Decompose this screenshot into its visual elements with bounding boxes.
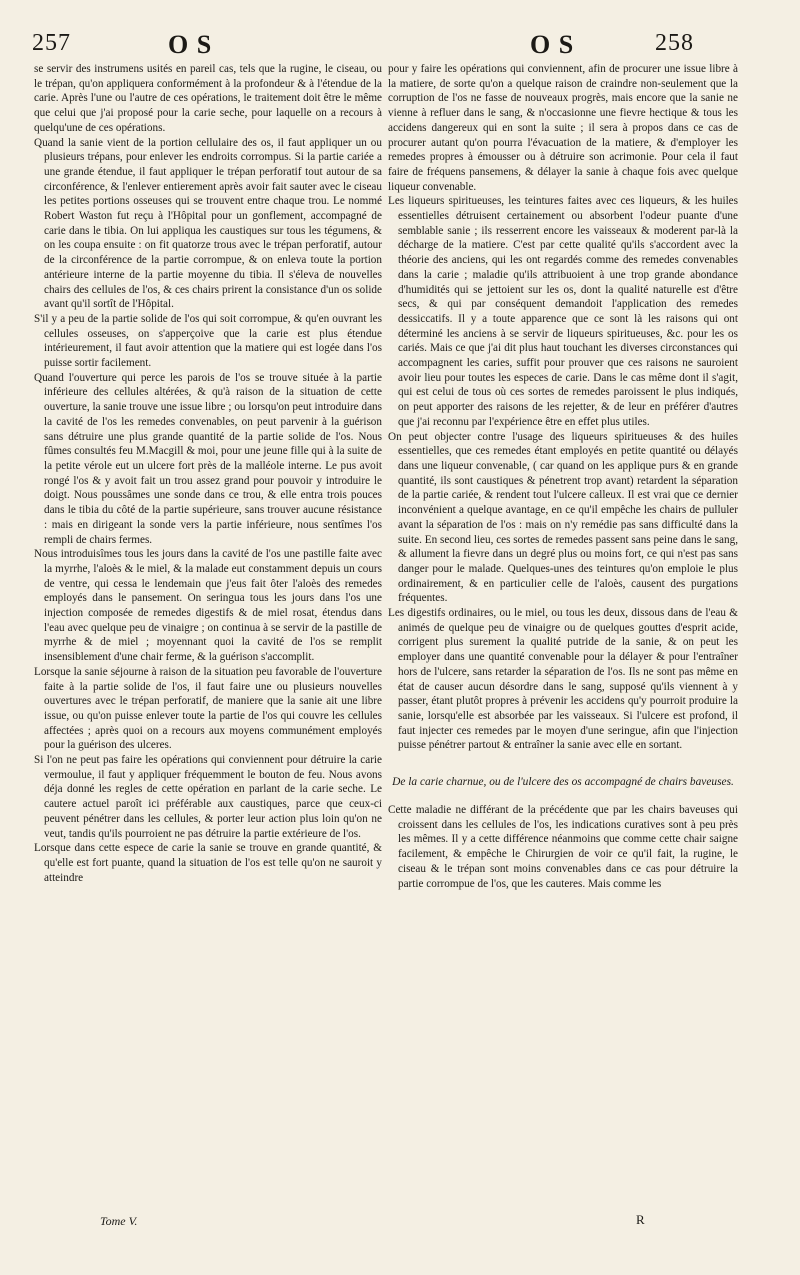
paragraph: Les digestifs ordinaires, ou le miel, ou tous les deux, dissous dans de l'eau & animés de quelque peu de vinaigre ou de quelques gouttes d'esprit acide, corrigent plus surement la qualité putride de la sanie, & on peut les employer dans une quantité convenable pour la délayer & pour l'entraîner hors de l'ulcere, sans retarder la séparation de l'os. Ils ne sont pas même en état de causer aucun désordre dans le sang, supposé qu'ils viennent à y passer, étant plutôt propres à prévenir les accidens qu'y pourroit produire la sanie, lorsqu'elle est absorbée par les vaisseaux. Si l'ulcere est profond, il faut injecter ces remedes par le moyen d'une seringue, afin que l'injection puisse pénétrer partout & entraîner la sanie avec elle en sortant. [388, 607, 738, 752]
paragraph: Les liqueurs spiritueuses, les teintures faites avec ces liqueurs, & les huiles essentielles détruisent certainement ou absorbent l'odeur puante d'une semblable sanie ; ils resserrent encore les vaisseaux & moderent par-là la décharge de la matiere. C'est par cette qualité qu'ils s'accordent avec la théorie des anciens, qui les ont regardés comme des remedes convenables dans la carie ; maladie qu'ils attribuoient à une trop grande abondance d'humidités qui se jettoient sur les os, dont la qualité naturelle est d'être secs, & qui par conséquent demandoit l'application des remedes dessiccatifs. Il y a toute apparence que ce sont là les raisons qui ont déterminé les anciens à se servir de liqueurs spiritueuses, &c. pour les os cariés. Mais ce que j'ai dit plus haut touchant les diverses circonstances qui accompagnent les caries, suffit pour prouver que ces raisons ne sauroient avoir lieu pour toutes les especes de carie. Dans le cas même dont il s'agit, qui est celui de tous où ces sortes de remedes paroissent le plus indiqués, on peut apporter des raisons de les rejetter, & de leur en préférer d'autres que j'ai reconnu par l'expérience être en effet plus utiles. [388, 195, 738, 428]
running-title-right: O S [530, 30, 575, 59]
paragraph: Quand l'ouverture qui perce les parois de l'os se trouve située à la partie inférieure des cellules altérées, & qu'à raison de la situation de cette ouverture, la sanie trouve une issue libre ; ou lorsqu'on peut introduire dans la cavité de l'os les remedes convenables, on peut parvenir à la guérison sans détruire une plus grande quantité de la partie solide de l'os. Nous fûmes consultés feu M.Macgill & moi, pour une jeune fille qui à la suite de la petite vérole eut un ulcere fort près de la malléole interne. Le pus avoit rongé l'os & y avoit fait un trou assez grand pour pouvoir y introduire le doigt. Nous poussâmes une sonde dans ce trou, & elle entra trois pouces dans le tibia du côté de la partie supérieure, sans trouver aucune résistance : mais en dirigeant la sonde vers la partie inférieure, nous sentîmes l'os rempli de chairs fermes. [34, 371, 382, 546]
left-column [34, 62, 382, 885]
paragraph: se servir des instrumens usités en pareil cas, tels que la rugine, le ciseau, ou le trépan, qu'on appliquera conformément à la profondeur & à l'étendue de la carie. Après l'une ou l'autre de ces opérations, le traitement doit être le même que celui que j'ai proposé pour la carie seche, pour laquelle on a recours à quelqu'une de ces opérations. [34, 63, 382, 134]
paragraph: Lorsque dans cette espece de carie la sanie se trouve en grande quantité, & qu'elle est fort puante, quand la situation de l'os est telle qu'on ne sauroit y atteindre [34, 842, 382, 884]
running-title-left: O S [168, 30, 213, 59]
page-number-right: 258 [655, 30, 694, 56]
paragraph: On peut objecter contre l'usage des liqueurs spiritueuses & des huiles essentielles, que ces remedes étant employés en petite quantité ou délayés dans une liqueur convenable, ( car quand on les applique purs & en grande quantité, ils sont caustiques & pénetrent trop avant) retardent la séparation de la partie cariée, & rendent tout l'ulcere calleux. Il est vrai que ce dernier inconvénient a quelque avantage, en ce qu'il empêche les chairs de pulluler avant la séparation de l'os : mais on n'y remédie pas sans difficulté dans la suite. En second lieu, ces sortes de remedes passent sans peine dans le sang, & allument la fievre dans un degré plus ou moins fort, ce qui n'est pas sans danger pour le malade. Quelques-unes des teintures qu'on emploie le plus ordinairement, & en particulier celle de l'aloès, causent des purgations fréquentes. [388, 430, 738, 605]
paragraph: S'il y a peu de la partie solide de l'os qui soit corrompue, & qu'en ouvrant les cellules osseuses, on s'apperçoive que la carie est plus étendue intérieurement, il faut avoir attention que la matiere qui est logée dans l'os puisse sortir facilement. [34, 312, 382, 370]
signature-mark-right: R [636, 1212, 645, 1227]
right-column [388, 62, 738, 891]
section-title: De la carie charnue, ou de l'ulcere des os accompagné de chairs baveuses. [392, 776, 734, 789]
paragraph: Nous introduisîmes tous les jours dans la cavité de l'os une pastille faite avec la myrrhe, l'aloès & le miel, & la malade eut constamment depuis un cours de ventre, qui cessa le lendemain que j'eus fait ôter l'aloès des remedes employés dans le pansement. On seringua tous les jours dans l'os une injection composée de remedes digestifs & de miel rosat, étendus dans l'eau avec quelque peu de vinaigre ; on continua à se servir de la pastille de myrrhe & de miel ; moyennant quoi la cavité de l'os se remplit insensiblement d'une chair ferme, & la guérison s'accomplit. [34, 548, 382, 664]
paragraph: Lorsque la sanie séjourne à raison de la situation peu favorable de l'ouverture faite à la partie solide de l'os, il faut faire une ou plusieurs nouvelles ouvertures avec le trépan perforatif, de maniere que la sanie ait une libre issue, ou qu'on puisse enlever toute la partie de l'os qui couvre les cellules affectées ; après quoi on a recours aux moyens communément employés pour la guérison des ulceres. [34, 665, 382, 752]
paragraph: Cette maladie ne différant de la précédente que par les chairs baveuses qui croissent dans les cellules de l'os, les indications curatives sont à peu près les mêmes. Il y a cette différence néanmoins que comme cette chair saigne facilement, & empêche le Chirurgien de voir ce qu'il fait, la rugine, le ciseau & le trépan sont moins convenables dans ce cas pour détruire la partie corrompue de l'os, que les cauteres. Mais comme les [388, 804, 738, 890]
paragraph: Si l'on ne peut pas faire les opérations qui conviennent pour détruire la carie vermoulue, il faut y appliquer fréquemment le bouton de feu. Nous avons déja donné les regles de cette opération en parlant de la carie seche. Le cautere actuel paroît ici préférable aux caustiques, parce que ceux-ci peuvent pénétrer dans les cellules, & porter leur action plus loin qu'on ne veut, tandis qu'ils pourroient ne pas détruire la partie extérieure de l'os. [34, 754, 382, 840]
paragraph: pour y faire les opérations qui conviennent, afin de procurer une issue libre à la matiere, de sorte qu'on a quelque raison de craindre non-seulement que la corruption de l'os ne fasse de nouveaux progrès, mais encore que la sanie ne vienne à refluer dans le sang, & n'occasionne une fievre hectique & tous les accidens dangereux qui en sont la suite ; il sera à propos dans ce cas de procurer autant qu'on pourra l'évacuation de la matiere, & d'employer les remedes propres à émousser ou à détruire son acrimonie. Pour cela il faut faire de fréquens pansemens, & délayer la sanie à chaque fois avec quelque liqueur convenable. [388, 63, 738, 193]
page-number-left: 257 [32, 30, 71, 56]
signature-mark-left: Tome V. [100, 1214, 138, 1228]
paragraph: Quand la sanie vient de la portion cellulaire des os, il faut appliquer un ou plusieurs trépans, pour enlever les endroits corrompus. Si la partie cariée a une grande étendue, il faut appliquer le trépan perforatif tout autour de sa circonférence, & l'enlever entierement après avoir fait sauter avec le ciseau les petites portions osseuses qui se trouvent entre chaque trou. Le nommé Robert Waston fut reçu à l'Hôpital pour un gonflement, accompagné de carie dans le tibia. On lui appliqua les caustiques sur tous les tégumens, & on les coupa ensuite : on fit quatorze trous avec le trépan perforatif, autour de la circonférence de la partie corrompue, & on enleva toute la portion antérieure interne de la partie moyenne du tibia. Il s'éleva de nouvelles chairs des cellules de l'os, & ces chairs prirent la consistance d'un os solide avant qu'il sortît de l'Hôpital. [34, 136, 382, 311]
